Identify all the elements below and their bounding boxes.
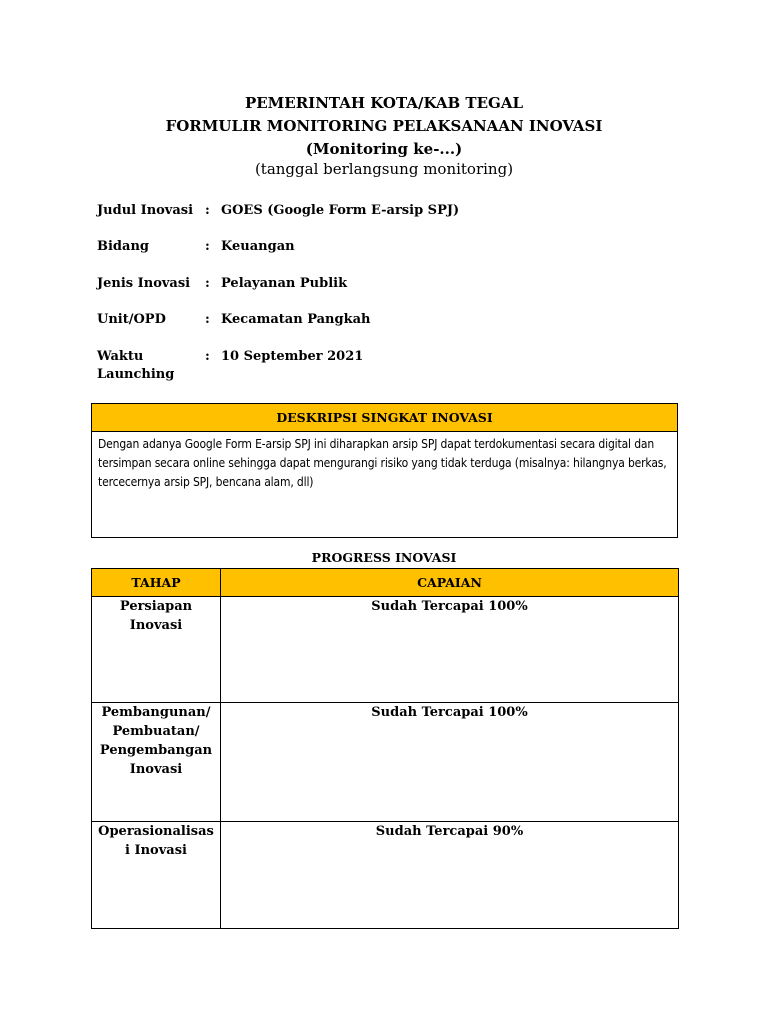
- table-row: [92, 822, 679, 929]
- field-label: Bidang: [97, 239, 149, 254]
- stage-line: Operasionalisas: [98, 824, 214, 839]
- stage-line: Pengembangan: [99, 743, 213, 758]
- column-header-tahap: TAHAP: [92, 569, 221, 597]
- field-colon: :: [205, 203, 210, 218]
- field-label: Judul Inovasi: [97, 203, 194, 218]
- header-monitoring-number: (Monitoring ke-...): [305, 140, 463, 158]
- progress-title: PROGRESS INOVASI: [311, 550, 457, 565]
- field-colon: :: [205, 312, 210, 327]
- field-value: Pelayanan Publik: [221, 276, 348, 291]
- field-label: Jenis Inovasi: [97, 276, 191, 291]
- field-value: GOES (Google Form E-arsip SPJ): [221, 203, 460, 218]
- header-monitoring-date: (tanggal berlangsung monitoring): [254, 160, 514, 178]
- field-label-line1: Waktu: [97, 349, 144, 364]
- progress-table: [91, 568, 679, 929]
- stage-line: Persiapan: [119, 599, 193, 614]
- achievement-cell: Sudah Tercapai 100%: [221, 703, 679, 822]
- header-government: PEMERINTAH KOTA/KAB TEGAL: [244, 94, 524, 112]
- progress-header-row: [92, 569, 679, 597]
- table-row: [92, 703, 679, 822]
- stage-cell: [92, 597, 221, 703]
- field-label-line2: Launching: [97, 367, 175, 382]
- achievement-cell: Sudah Tercapai 100%: [221, 597, 679, 703]
- column-header-capaian: CAPAIAN: [221, 569, 679, 597]
- field-value: Keuangan: [221, 239, 295, 254]
- field-colon: :: [205, 276, 210, 291]
- field-value: 10 September 2021: [221, 349, 364, 364]
- stage-line: i Inovasi: [125, 843, 187, 858]
- description-box: [91, 403, 678, 538]
- stage-cell: [92, 703, 221, 822]
- stage-line: Inovasi: [129, 762, 183, 777]
- table-row: [92, 597, 679, 703]
- field-value: Kecamatan Pangkah: [221, 312, 371, 327]
- achievement-cell: Sudah Tercapai 90%: [221, 822, 679, 929]
- field-colon: :: [205, 349, 210, 364]
- header-form-title: FORMULIR MONITORING PELAKSANAAN INOVASI: [165, 117, 603, 135]
- stage-cell: [92, 822, 221, 929]
- stage-line: Pembuatan/: [112, 724, 200, 739]
- description-text: Dengan adanya Google Form E-arsip SPJ ini diharapkan arsip SPJ dapat terdokumentasi secara digital dan tersimpan secara online sehingga dapat mengurangi risiko yang tidak terduga (misalnya: hilangnya berkas, tercecernya arsip SPJ, bencana alam, dll): [98, 437, 667, 489]
- field-colon: :: [205, 239, 210, 254]
- description-heading: DESKRIPSI SINGKAT INOVASI: [92, 404, 677, 432]
- stage-line: Pembangunan/: [101, 705, 211, 720]
- field-label: Unit/OPD: [97, 312, 166, 327]
- stage-line: Inovasi: [129, 618, 183, 633]
- field-label: [97, 348, 197, 384]
